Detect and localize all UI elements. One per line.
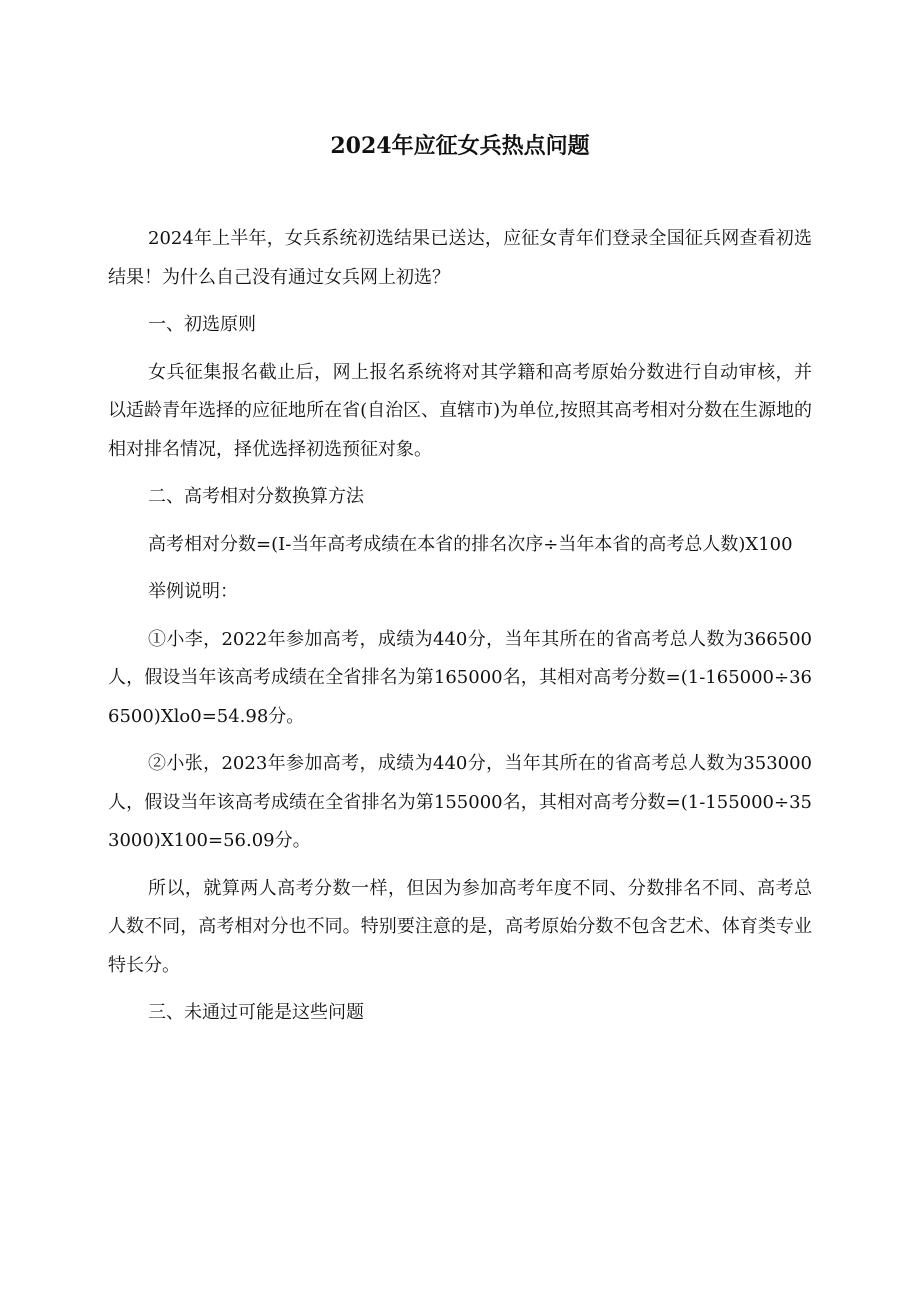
paragraph-gap [108, 564, 812, 573]
principle-paragraph: 女兵征集报名截止后，网上报名系统将对其学籍和高考原始分数进行自动审核，并以适龄青年选择的应征地所在省(自治区、直辖市)为单位,按照其高考相对分数在生源地的相对排名情况，择优选择初选预征对象。 [108, 361, 812, 460]
section-heading-1: 一、初选原则 [148, 314, 256, 335]
paragraph-gap [108, 297, 812, 306]
document-title: 2024年应征女兵热点问题 [330, 133, 590, 159]
example-1-paragraph: ①小李，2022年参加高考，成绩为440分，当年其所在的省高考总人数为366500人，假设当年该高考成绩在全省排名为第165000名，其相对高考分数=(1-165000÷366500)Xlo0=54.98分。 [108, 628, 812, 727]
paragraph-gap [108, 469, 812, 478]
paragraph-gap [108, 517, 812, 526]
paragraph-gap [108, 345, 812, 354]
paragraph-gap [108, 612, 812, 621]
formula-paragraph: 高考相对分数=(I-当年高考成绩在本省的排名次序÷当年本省的高考总人数)X100 [148, 533, 793, 555]
paragraph-gap [108, 736, 812, 745]
section-heading-3: 三、未通过可能是这些问题 [148, 1002, 364, 1023]
paragraph-gap [108, 861, 812, 870]
document-body [108, 220, 812, 1033]
example-2-paragraph: ②小张，2023年参加高考，成绩为440分，当年其所在的省高考总人数为353000人，假设当年该高考成绩在全省排名为第155000名，其相对高考分数=(1-155000÷353000)X100=56.09分。 [108, 753, 812, 851]
conclusion-paragraph: 所以，就算两人高考分数一样，但因为参加高考年度不同、分数排名不同、高考总人数不同，高考相对分也不同。特别要注意的是，高考原始分数不包含艺术、体育类专业特长分。 [108, 877, 812, 976]
example-heading: 举例说明： [148, 581, 238, 602]
paragraph-gap [108, 985, 812, 994]
intro-paragraph: 2024年上半年，女兵系统初选结果已送达，应征女青年们登录全国征兵网查看初选结果！为什么自己没有通过女兵网上初选？ [108, 228, 812, 288]
section-heading-2: 二、高考相对分数换算方法 [148, 486, 364, 507]
